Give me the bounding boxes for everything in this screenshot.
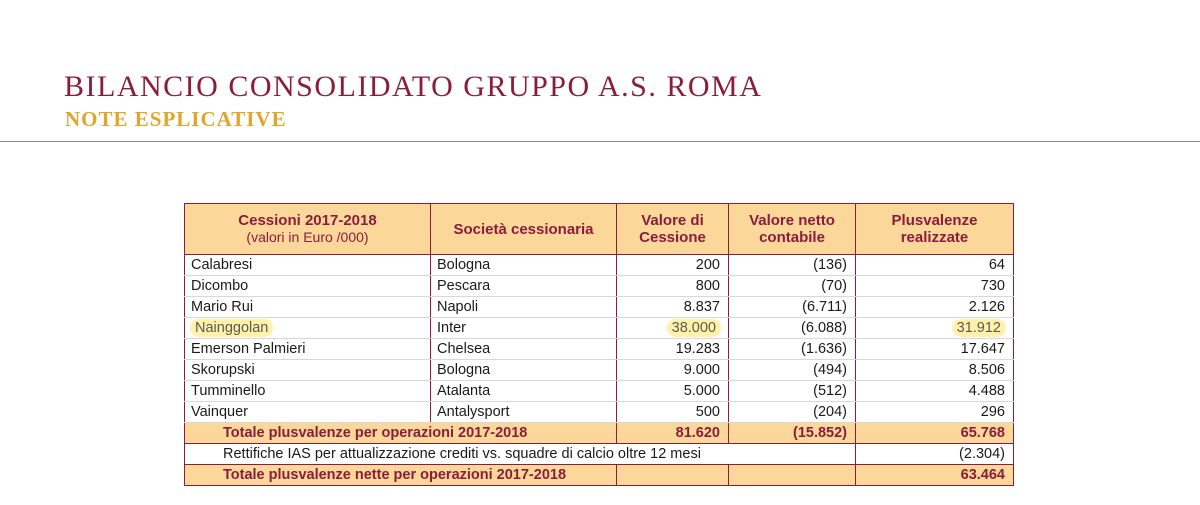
highlight-mark: 31.912 (953, 320, 1005, 336)
book-value-cell: (136) (729, 255, 856, 276)
book-value-cell: (6.711) (729, 297, 856, 318)
club-cell: Napoli (431, 297, 617, 318)
player-cell: Vainquer (185, 402, 431, 423)
total-row (185, 423, 1014, 444)
column-header-book-value: Valore netto contabile (729, 204, 856, 255)
column-header-player: Cessioni 2017-2018 (valori in Euro /000) (185, 204, 431, 255)
player-cell: Emerson Palmieri (185, 339, 431, 360)
capital-gain-cell: 296 (856, 402, 1014, 423)
player-cell: Calabresi (185, 255, 431, 276)
club-cell: Antalysport (431, 402, 617, 423)
book-value-cell: (204) (729, 402, 856, 423)
capital-gain-cell (856, 318, 1014, 339)
sale-value-cell: 500 (617, 402, 729, 423)
sale-value-cell: 19.283 (617, 339, 729, 360)
title-divider (0, 141, 1200, 142)
capital-gain-cell: 4.488 (856, 381, 1014, 402)
transfers-table (184, 203, 1014, 486)
column-header-club: Società cessionaria (431, 204, 617, 255)
book-value-cell: (494) (729, 360, 856, 381)
table-row (185, 339, 1014, 360)
club-cell: Chelsea (431, 339, 617, 360)
net-total-empty-cell (617, 465, 729, 486)
player-cell: Dicombo (185, 276, 431, 297)
table-row (185, 255, 1014, 276)
adjustment-label: Rettifiche IAS per attualizzazione crediti vs. squadre di calcio oltre 12 mesi (185, 444, 856, 465)
page-subtitle: NOTE ESPLICATIVE (65, 107, 287, 131)
club-cell: Inter (431, 318, 617, 339)
book-value-cell: (6.088) (729, 318, 856, 339)
total-label: Totale plusvalenze per operazioni 2017-2018 (185, 423, 617, 444)
book-value-cell: (512) (729, 381, 856, 402)
adjustment-value: (2.304) (856, 444, 1014, 465)
player-cell (185, 318, 431, 339)
book-value-cell: (1.636) (729, 339, 856, 360)
table-row (185, 381, 1014, 402)
total-capital-gain: 65.768 (856, 423, 1014, 444)
sale-value-cell (617, 318, 729, 339)
sale-value-cell: 800 (617, 276, 729, 297)
capital-gain-cell: 730 (856, 276, 1014, 297)
player-cell: Tumminello (185, 381, 431, 402)
column-header-sale-value: Valore di Cessione (617, 204, 729, 255)
column-header-capital-gain: Plusvalenze realizzate (856, 204, 1014, 255)
column-header-unit: (valori in Euro /000) (246, 229, 369, 245)
table-row (185, 276, 1014, 297)
total-book-value: (15.852) (729, 423, 856, 444)
capital-gain-cell: 64 (856, 255, 1014, 276)
capital-gain-cell: 2.126 (856, 297, 1014, 318)
club-cell: Pescara (431, 276, 617, 297)
sale-value-cell: 8.837 (617, 297, 729, 318)
net-total-capital-gain: 63.464 (856, 465, 1014, 486)
sale-value-cell: 200 (617, 255, 729, 276)
club-cell: Bologna (431, 255, 617, 276)
net-total-empty-cell (729, 465, 856, 486)
sale-value-cell: 5.000 (617, 381, 729, 402)
table-row (185, 360, 1014, 381)
sale-value-cell: 9.000 (617, 360, 729, 381)
player-cell: Mario Rui (185, 297, 431, 318)
table-header-row (185, 204, 1014, 255)
net-total-row (185, 465, 1014, 486)
highlight-mark: Nainggolan (191, 320, 272, 336)
capital-gain-cell: 8.506 (856, 360, 1014, 381)
page-title: BILANCIO CONSOLIDATO GRUPPO A.S. ROMA (64, 70, 763, 103)
club-cell: Bologna (431, 360, 617, 381)
table-row (185, 402, 1014, 423)
player-cell: Skorupski (185, 360, 431, 381)
table-row (185, 297, 1014, 318)
capital-gain-cell: 17.647 (856, 339, 1014, 360)
club-cell: Atalanta (431, 381, 617, 402)
table-row-highlighted (185, 318, 1014, 339)
adjustment-row (185, 444, 1014, 465)
net-total-label: Totale plusvalenze nette per operazioni 2017-2018 (185, 465, 617, 486)
total-sale-value: 81.620 (617, 423, 729, 444)
book-value-cell: (70) (729, 276, 856, 297)
highlight-mark: 38.000 (668, 320, 720, 336)
